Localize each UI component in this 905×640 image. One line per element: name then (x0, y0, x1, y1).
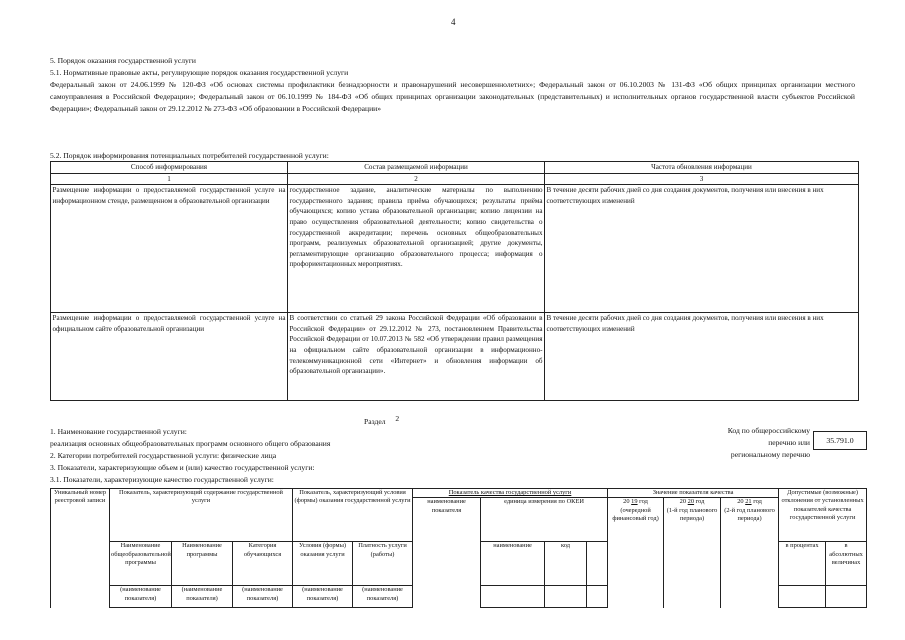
service-name-label: 1. Наименование государственной услуги: (50, 427, 187, 436)
consumer-category: 2. Категории потребителей государственной услуги: физические лица (50, 451, 277, 460)
sub-column-program-name: Наименование программы (172, 542, 233, 586)
indicator-name-header: наименование показателя (413, 498, 481, 586)
sub-column-category: Категория обучающихся (233, 542, 293, 586)
year-3-header: 20 21 год (2-й год планового периода) (721, 498, 779, 586)
section-word: Раздел (364, 417, 386, 426)
deviation-header: Допустимые (возможные) отклонения от установленных показателей качества государственной услуги (779, 489, 867, 542)
deviation-percent-header: в процентах (779, 542, 826, 586)
info-content-cell: В соответствии со статьей 29 закона Российской Федерации «Об образовании в Российской Федерации» от 29.12.2012 № 273, постановлением Правительства Российской Федерации от 10.07.2013 № 582 «Об утверждении правил размещения на официальном сайте образовательной организации в информационно-телекоммуникационной сети «Интернет» и обновления информации об образовательной организации». (288, 313, 545, 401)
unit-code-header: код (545, 542, 587, 586)
page-number: 4 (451, 17, 456, 27)
laws-paragraph: Федеральный закон от 24.06.1999 № 120-ФЗ «Об основах системы профилактики безнадзорности и правонарушений несовершеннолетних»; Федеральный закон от 06.10.2003 № 131-ФЗ «Об общих принципах организации местного самоуправления в Российской Федерации»; Федеральный закон от 06.10.1999 № 184-ФЗ «Об общих принципах организации законодательных (представительных) и исполнительных органов государственной власти субъектов Российской Федерации»; Федеральный закон от 29.12.2012 № 273-ФЗ «Об образовании в Российской Федерации» (50, 80, 855, 113)
service-name: реализация основных общеобразовательных программ основного общего образования (50, 439, 331, 448)
column-number: 2 (288, 173, 545, 185)
section-5-heading: 5. Порядок оказания государственной услуги (50, 56, 196, 65)
registry-code-box: 35.791.0 (813, 431, 867, 450)
registry-number-header: Уникальный номер реестровой записи (51, 489, 110, 542)
info-frequency-cell: В течение десяти рабочих дней со дня создания документов, получения или внесения в них соответствующих изменений (545, 313, 859, 401)
section-5-2-heading: 5.2. Порядок информирования потенциальных потребителей государственной услуги: (50, 151, 329, 160)
quality-indicators-table (50, 488, 867, 608)
sub-column-hint: (наименование показателя) (172, 586, 233, 608)
sub-column-program: Наименование общеобразовательной программы (110, 542, 172, 586)
quality-indicator-header: Показатель качества государственной услуги (413, 489, 608, 498)
quality-indicators-heading: 3.1. Показатели, характеризующие качество государственной услуги: (50, 475, 274, 484)
sub-column-payment: Платность услуги (работы) (353, 542, 413, 586)
header-content: Состав размещаемой информации (288, 162, 545, 174)
table-row (51, 185, 859, 313)
content-indicator-header: Показатель, характеризующий содержание государственной услуги (110, 489, 293, 542)
indicators-heading: 3. Показатели, характеризующие объем и (или) качество государственной услуги: (50, 463, 315, 472)
info-table-header-row (51, 162, 859, 174)
sub-column-hint: (наименование показателя) (233, 586, 293, 608)
header-method: Способ информирования (51, 162, 288, 174)
information-table (50, 161, 859, 401)
column-number: 1 (51, 173, 288, 185)
unit-name-header: наименование (481, 542, 545, 586)
info-method-cell: Размещение информации о предоставляемой государственной услуге на официальном сайте образовательной организации (51, 313, 288, 401)
info-content-cell: государственное задание, аналитические материалы по выполнению государственного задания; правила приёма обучающихся; результаты приёма обучающихся; копию устава образовательной организации; копию лицензии на право осуществления образовательной деятельности; копию свидетельства о государственной аккредитации; перечень основных общеобразовательных программ, реализуемых образовательной организацией; другие документы, регламентирующие организацию образовательного процесса; информация о профориентационных мероприятиях. (288, 185, 545, 313)
section-number: 2 (395, 414, 400, 423)
column-number: 3 (545, 173, 859, 185)
conditions-indicator-header: Показатель, характеризующий условия (формы) оказания государственной услуги (293, 489, 413, 542)
info-method-cell: Размещение информации о предоставляемой государственной услуге на информационном стенде, размещенном в образовательной организации (51, 185, 288, 313)
okei-unit-header: единица измерения по ОКЕИ (481, 498, 608, 542)
sub-column-conditions: Условия (формы) оказания услуги (293, 542, 353, 586)
sub-column-hint: (наименование показателя) (110, 586, 172, 608)
header-frequency: Частота обновления информации (545, 162, 859, 174)
info-table-number-row (51, 173, 859, 185)
deviation-absolute-header: в абсолютных величинах (826, 542, 867, 586)
section-5-1-heading: 5.1. Нормативные правовые акты, регулирующие порядок оказания государственной услуги (50, 68, 349, 77)
code-label: Код по общероссийскому перечню или региональному перечню (727, 426, 810, 459)
year-1-header: 20 19 год (очередной финансовый год) (608, 498, 664, 586)
quality-value-header: Значение показателя качества (608, 489, 779, 498)
sub-column-hint: (наименование показателя) (293, 586, 353, 608)
year-2-header: 20 20 год (1-й год планового периода) (664, 498, 721, 586)
table-row (51, 313, 859, 401)
info-frequency-cell: В течение десяти рабочих дней со дня создания документов, получения или внесения в них соответствующих изменений (545, 185, 859, 313)
sub-column-hint: (наименование показателя) (353, 586, 413, 608)
